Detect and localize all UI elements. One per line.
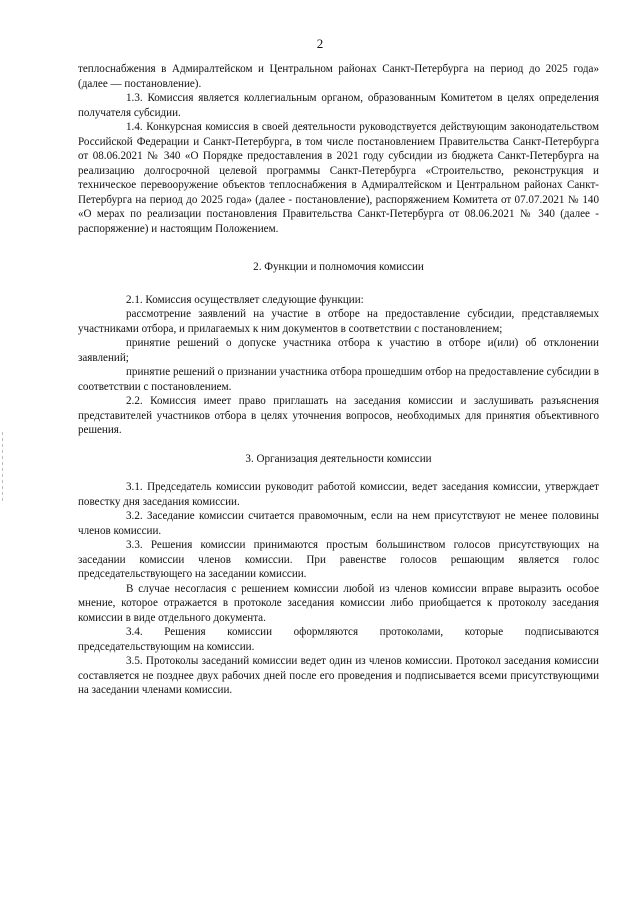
paragraph-3-1: 3.1. Председатель комиссии руководит работой комиссии, ведет заседания комиссии, утверждает повестку дня заседания комиссии. xyxy=(78,481,599,508)
list-item-review-applications: рассмотрение заявлений на участие в отборе на предоставление субсидии, представляемых участниками отбора, и прилагаемых к ним документов в соответствии с постановлением; xyxy=(78,308,599,335)
paragraph-1-4: 1.4. Конкурсная комиссия в своей деятельности руководствуется действующим законодательством Российской Федерации и Санкт-Петербурга, в том числе постановлением Правительства Санкт-Петербурга от 08.06.2021 № 340 «О Порядке предоставления в 2021 году субсидии из бюджета Санкт-Петербурга на реализацию долгосрочной целевой программы Санкт-Петербурга «Строительство, реконструкция и техническое перевооружение объектов теплоснабжения в Адмиралтейском и Центральном районах Санкт-Петербурга на период до 2025 года» (далее - постановление), распоряжением Комитета от 07.07.2021 № 140 «О мерах по реализации постановления Правительства Санкт-Петербурга от 08.06.2021 № 340 (далее - распоряжение) и настоящим Положением. xyxy=(78,121,599,235)
document-body xyxy=(78,62,599,698)
list-item-admission-decisions: принятие решений о допуске участника отбора к участию в отборе и(или) об отклонении заявлений; xyxy=(78,337,599,364)
margin-scan-mark xyxy=(2,432,3,504)
paragraph-3-3: 3.3. Решения комиссии принимаются простым большинством голосов присутствующих на заседании комиссии членов комиссии. При равенстве голосов решающим является голос председательствующего на заседании комиссии. xyxy=(78,539,599,580)
paragraph-3-2: 3.2. Заседание комиссии считается правомочным, если на нем присутствуют не менее половины членов комиссии. xyxy=(78,510,599,537)
section-heading-3: 3. Организация деятельности комиссии xyxy=(245,452,432,465)
list-item-selection-decisions: принятие решений о признании участника отбора прошедшим отбор на предоставление субсидии в соответствии с постановлением. xyxy=(78,366,599,393)
paragraph-2-1: 2.1. Комиссия осуществляет следующие функции: xyxy=(126,293,364,306)
paragraph-dissent: В случае несогласия с решением комиссии любой из членов комиссии вправе выразить особое мнение, которое отражается в протоколе заседания комиссии либо приобщается к протоколу заседания комиссии в виде отдельного документа. xyxy=(78,582,599,624)
paragraph-continuation: теплоснабжения в Адмиралтейском и Центральном районах Санкт-Петербурга на период до 2025 года» (далее — постановление). xyxy=(78,63,599,90)
paragraph-3-4: 3.4. Решения комиссии оформляются протоколами, которые подписываются председательствующим на комиссии. xyxy=(78,626,599,653)
paragraph-2-2: 2.2. Комиссия имеет право приглашать на заседания комиссии и заслушивать разъяснения представителей участников отбора в целях уточнения вопросов, необходимых для принятия объективного решения. xyxy=(78,395,599,436)
paragraph-3-5: 3.5. Протоколы заседаний комиссии ведет один из членов комиссии. Протокол заседания комиссии составляется не позднее двух рабочих дней после его проведения и подписывается всеми присутствующими на заседании членами комиссии. xyxy=(78,655,599,696)
section-heading-2: 2. Функции и полномочия комиссии xyxy=(253,261,424,273)
paragraph-1-3: 1.3. Комиссия является коллегиальным органом, образованным Комитетом в целях определения получателя субсидии. xyxy=(78,92,599,119)
page-number: 2 xyxy=(316,36,324,51)
